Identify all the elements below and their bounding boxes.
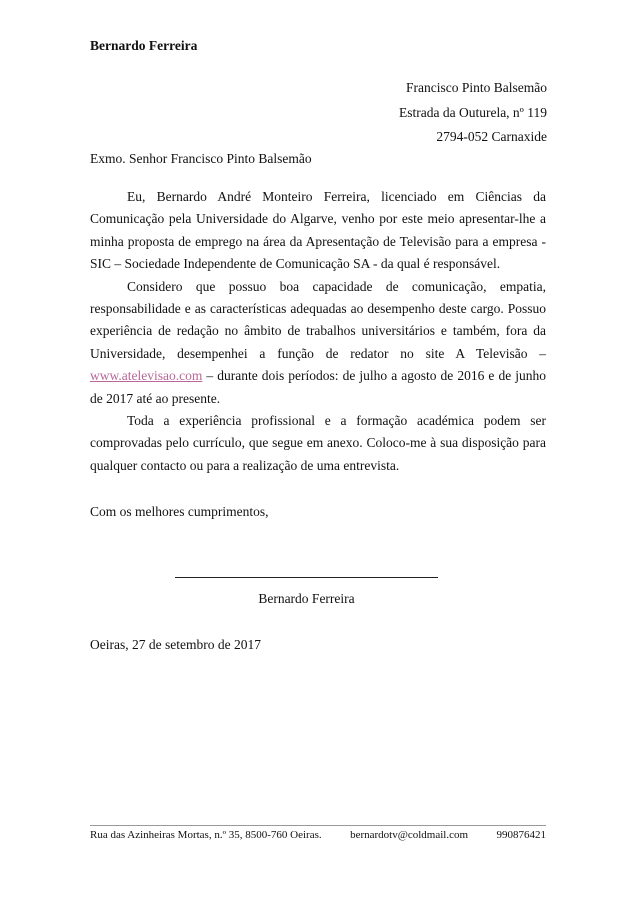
footer-phone: 990876421 bbox=[496, 829, 546, 841]
sender-name: Bernardo Ferreira bbox=[90, 38, 198, 53]
paragraph-2-text-after-link: – durante dois períodos: de julho a agosto de 2016 e de junho de 2017 até ao presente. bbox=[90, 368, 546, 406]
body-paragraph-1: Eu, Bernardo André Monteiro Ferreira, licenciado em Ciências da Comunicação pela Universidade do Algarve, venho por este meio apresentar-lhe a minha proposta de emprego na área da Apresentação de Televisão para a empresa - SIC – Sociedade Independente de Comunicação SA - da qual é responsável. bbox=[90, 189, 546, 272]
salutation: Exmo. Senhor Francisco Pinto Balsemão bbox=[90, 151, 312, 166]
paragraph-2-text-before-link: Considero que possuo boa capacidade de comunicação, empatia, responsabilidade e as características adequadas ao desempenho deste cargo. Possuo experiência de redação no âmbito de trabalhos universitários e também, fora da Universidade, desempenhei a função de redator no site A Televisão – bbox=[90, 278, 546, 361]
recipient-address-block bbox=[399, 76, 547, 150]
closing-line: Com os melhores cumprimentos, bbox=[90, 504, 269, 519]
body-paragraph-2 bbox=[90, 276, 546, 410]
signature-line bbox=[175, 577, 438, 578]
footer-divider bbox=[90, 825, 546, 826]
footer-email: bernardotv@coldmail.com bbox=[350, 829, 469, 841]
signature-name: Bernardo Ferreira bbox=[258, 591, 355, 606]
body-paragraph-3: Toda a experiência profissional e a formação académica podem ser comprovadas pelo currículo, que segue em anexo. Coloco-me à sua disposição para qualquer contacto ou para a realização de uma entrevista. bbox=[90, 413, 546, 473]
letter-body bbox=[90, 186, 546, 477]
recipient-name: Francisco Pinto Balsemão bbox=[406, 80, 547, 95]
place-and-date: Oeiras, 27 de setembro de 2017 bbox=[90, 637, 261, 652]
footer-address: Rua das Azinheiras Mortas, n.º 35, 8500-760 Oeiras. bbox=[90, 829, 322, 841]
recipient-postal-code: 2794-052 Carnaxide bbox=[436, 129, 547, 144]
website-link[interactable]: www.atelevisao.com bbox=[90, 368, 203, 384]
recipient-street: Estrada da Outurela, nº 119 bbox=[398, 104, 547, 120]
footer bbox=[90, 829, 546, 841]
